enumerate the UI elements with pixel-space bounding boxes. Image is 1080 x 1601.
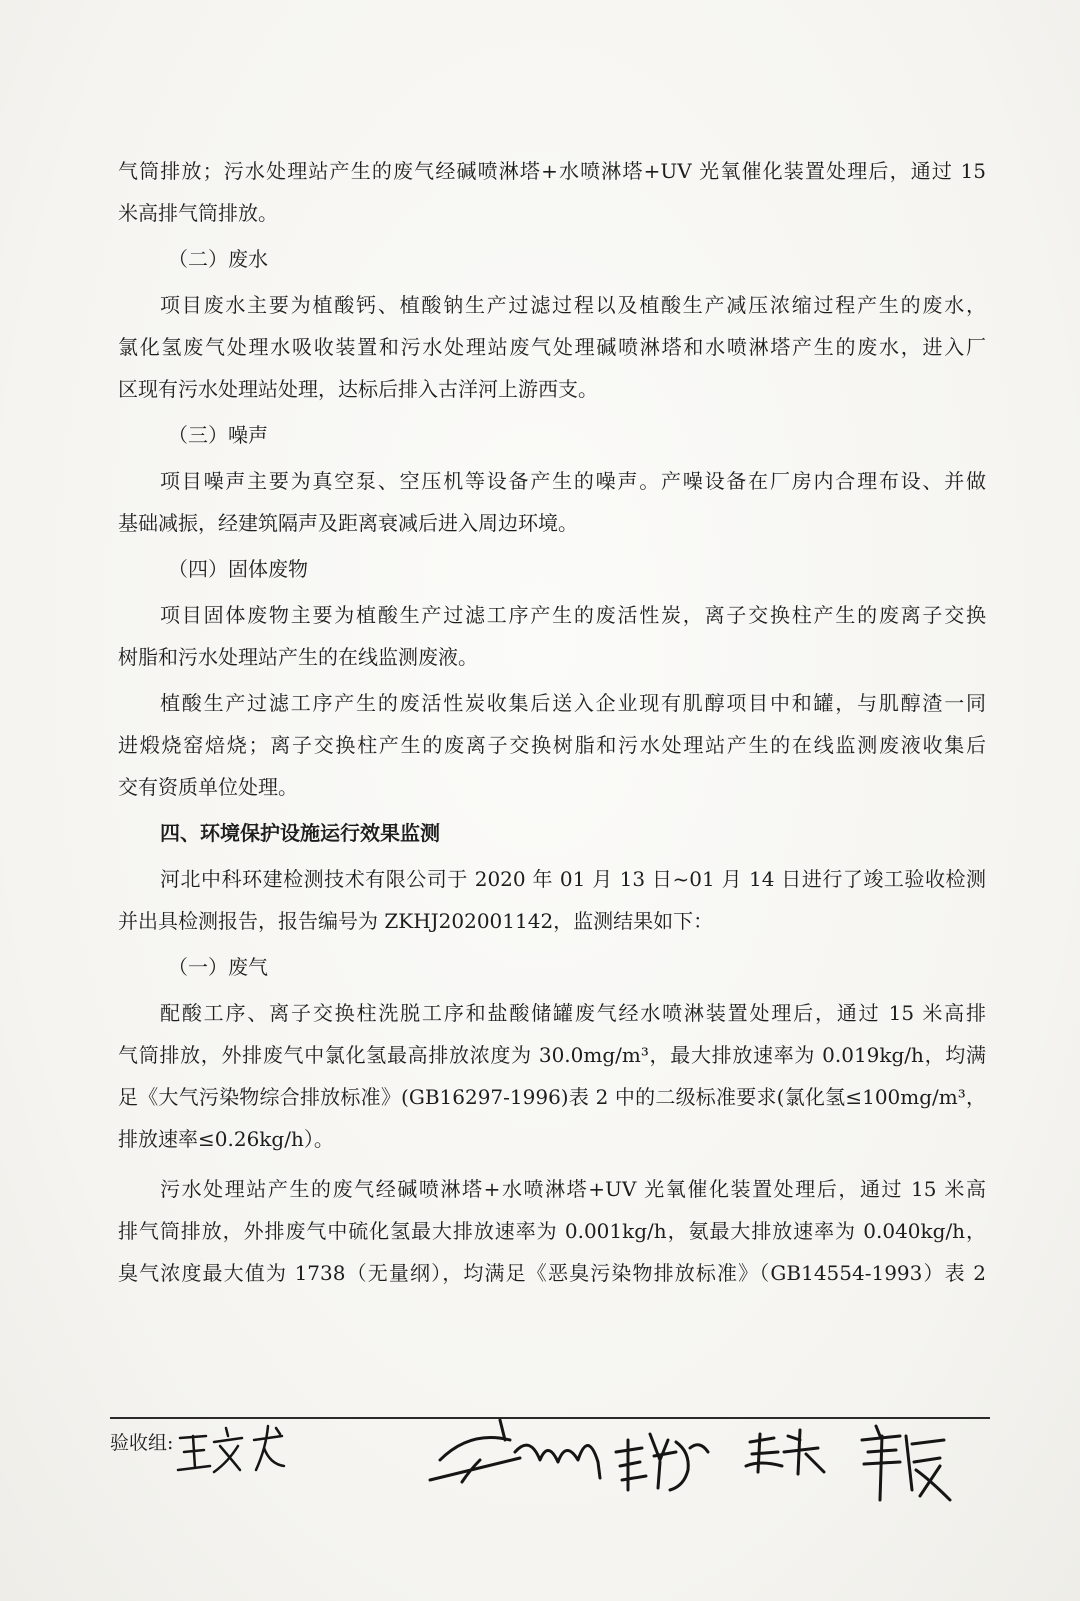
- subsection-heading: （四）固体废物: [168, 557, 308, 581]
- text-line: 区现有污水处理站处理，达标后排入古洋河上游西支。: [118, 377, 598, 401]
- text-line: 气筒排放，外排废气中氯化氢最高排放浓度为 30.0mg/m³，最大排放速率为 0.019kg/h，均满: [118, 1043, 986, 1067]
- text-line: 河北中科环建检测技术有限公司于 2020 年 01 月 13 日~01 月 14 日进行了竣工验收检测: [160, 867, 986, 891]
- text-line: 气筒排放；污水处理站产生的废气经碱喷淋塔+水喷淋塔+UV 光氧催化装置处理后，通过 15: [118, 159, 986, 183]
- handwritten-signatures: [0, 1400, 1080, 1600]
- text-line: 树脂和污水处理站产生的在线监测废液。: [118, 645, 478, 669]
- text-line: 交有资质单位处理。: [118, 775, 298, 799]
- subsection-heading: （一）废气: [168, 955, 268, 979]
- text-line: 并出具检测报告，报告编号为 ZKHJ202001142，监测结果如下：: [118, 909, 714, 933]
- document-body: [118, 150, 986, 1294]
- text-line: 米高排气筒排放。: [118, 201, 278, 225]
- text-line: 基础减振，经建筑隔声及距离衰减后进入周边环境。: [118, 511, 578, 535]
- text-line: 臭气浓度最大值为 1738（无量纲），均满足《恶臭污染物排放标准》（GB14554-1993）表 2: [118, 1261, 986, 1285]
- text-line: 进煅烧窑焙烧；离子交换柱产生的废离子交换树脂和污水处理站产生的在线监测废液收集后: [118, 733, 986, 757]
- text-line: 配酸工序、离子交换柱洗脱工序和盐酸储罐废气经水喷淋装置处理后，通过 15 米高排: [160, 1001, 986, 1025]
- text-line: 排放速率≤0.26kg/h）。: [118, 1127, 334, 1151]
- signature-wang-wenlong: [178, 1426, 284, 1472]
- text-line: 足《大气污染物综合排放标准》(GB16297-1996)表 2 中的二级标准要求(氯化氢≤100mg/m³，: [118, 1085, 986, 1109]
- text-line: 氯化氢废气处理水吸收装置和污水处理站废气处理碱喷淋塔和水喷淋塔产生的废水，进入厂: [118, 335, 986, 359]
- text-line: 项目固体废物主要为植酸生产过滤工序产生的废活性炭，离子交换柱产生的废离子交换: [160, 603, 986, 627]
- signature-4: [746, 1430, 824, 1474]
- text-line: 项目废水主要为植酸钙、植酸钠生产过滤过程以及植酸生产减压浓缩过程产生的废水，: [160, 293, 986, 317]
- subsection-heading: （二）废水: [168, 247, 268, 271]
- signature-3: [616, 1434, 708, 1490]
- signature-area: [0, 1400, 1080, 1600]
- text-line: 植酸生产过滤工序产生的废活性炭收集后送入企业现有肌醇项目中和罐，与肌醇渣一同: [160, 691, 986, 715]
- signature-5: [862, 1426, 950, 1500]
- text-line: 污水处理站产生的废气经碱喷淋塔+水喷淋塔+UV 光氧催化装置处理后，通过 15 米高: [160, 1177, 986, 1201]
- signature-2: [430, 1420, 600, 1482]
- section-heading: 四、环境保护设施运行效果监测: [160, 821, 440, 845]
- text-line: 项目噪声主要为真空泵、空压机等设备产生的噪声。产噪设备在厂房内合理布设、并做: [160, 469, 986, 493]
- subsection-heading: （三）噪声: [168, 423, 268, 447]
- acceptance-group-label: 验收组:: [110, 1432, 174, 1454]
- text-line: 排气筒排放，外排废气中硫化氢最大排放速率为 0.001kg/h，氨最大排放速率为 0.040kg/h，: [118, 1219, 986, 1243]
